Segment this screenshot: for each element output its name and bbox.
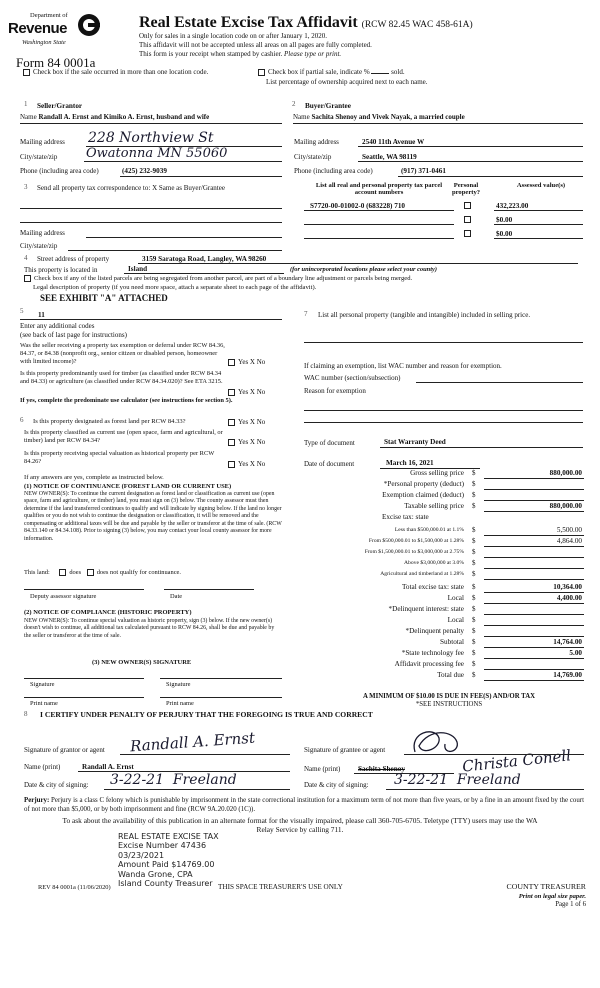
tax-row-label: *Personal property (deduct) (383, 480, 464, 488)
dollar-sign: $ (472, 605, 476, 613)
total-value[interactable]: 4,400.00 (556, 594, 582, 602)
header-line-2: This affidavit will not be accepted unless all areas on all pages are fully completed. (139, 41, 372, 49)
timber-yes-checkbox[interactable] (228, 389, 235, 396)
exhibit-text[interactable]: SEE EXHIBIT "A" ATTACHED (40, 293, 168, 303)
buyer-heading: Buyer/Grantee (305, 102, 351, 110)
header-line-3b: Please type or print. (284, 50, 342, 58)
divider (358, 146, 583, 147)
uninc-note: (for unincorporated locations please select your county) (290, 266, 437, 273)
bracket-row (300, 537, 584, 548)
divider (20, 222, 282, 223)
does-not-label: does not qualify for continuance. (96, 569, 181, 576)
total-row (300, 627, 584, 638)
buyer-phone-value[interactable]: (917) 371-0461 (401, 167, 446, 175)
forest-answer (228, 418, 265, 427)
current-use-answer (228, 438, 265, 447)
exemption-note: If claiming an exemption, list WAC number and reason for exemption. (304, 362, 502, 370)
total-row (300, 616, 584, 627)
bracket-row (300, 548, 584, 559)
stamp-line: REAL ESTATE EXCISE TAX (118, 832, 219, 841)
street-value[interactable]: 3159 Saratoga Road, Langley, WA 98260 (142, 255, 267, 263)
doc-type-label: Type of document (304, 439, 355, 447)
divider (404, 754, 584, 755)
timber-question: Is this property predominantly used for timber (as classified under RCW 84.34 and 84.33) or agriculture (as classified under RCW 84.34.020)? See ETA 3215. (20, 370, 223, 385)
does-label: does (69, 569, 82, 576)
county-value[interactable]: Island (128, 265, 148, 273)
section-6-number: 6 (20, 416, 24, 424)
form-title-ref: (RCW 82.45 WAC 458-61A) (361, 20, 473, 30)
deputy-date-label: Date (170, 593, 183, 600)
doc-date-label: Date of document (304, 460, 355, 468)
partial-percent-field[interactable] (371, 73, 389, 74)
dollar-sign: $ (472, 502, 476, 510)
grantor-name-label: Name (print) (24, 763, 61, 771)
located-label: This property is located in (24, 266, 98, 274)
dollar-sign: $ (472, 548, 476, 556)
seller-name-row (20, 113, 280, 122)
assessed-value[interactable]: 432,223.00 (496, 202, 529, 210)
personal-property-checkbox[interactable] (464, 230, 471, 237)
total-row (300, 671, 584, 682)
grantee-signature[interactable]: Christa Conell (461, 746, 572, 776)
tax-row-label: Taxable selling price (404, 502, 464, 510)
divider (86, 237, 282, 238)
correspondence-row (37, 184, 225, 193)
this-land-label: This land: (24, 569, 50, 576)
deputy-sig-label: Deputy assessor signature (30, 593, 97, 600)
divider (124, 273, 284, 274)
parcel-row (300, 200, 583, 212)
section-8-number: 8 (24, 710, 28, 718)
alternate-format-note: To ask about the availability of this publication in an alternate format for the visually impaired, please call 360-705-6705. Teletype (TTY) users may use the WA Relay Service by calling 711. (62, 816, 538, 835)
stamp-line: Island County Treasurer (118, 879, 213, 889)
dollar-sign: $ (472, 594, 476, 602)
partial-sale-checkbox[interactable] (258, 69, 265, 76)
grantor-name-value[interactable]: Randall A. Ernst (82, 763, 134, 771)
historic-answer (228, 460, 265, 469)
buyer-name-row (293, 113, 583, 122)
divider (160, 678, 282, 679)
total-label: Total excise tax: state (402, 583, 464, 591)
perjury-statement (24, 797, 584, 814)
revision-code: REV 84 0001a (11/06/2020) (38, 884, 111, 891)
header-line-3a: This form is your receipt when stamped by cashier. (139, 50, 283, 58)
correspondence-option[interactable]: X Same as Buyer/Grantee (152, 184, 225, 192)
partial-sold-label: sold. (391, 68, 405, 76)
divider (24, 678, 144, 679)
county-treasurer: COUNTY TREASURER (506, 882, 586, 891)
street-label: Street address of property (37, 255, 110, 263)
notice-2-text: NEW OWNER(S): To continue special valuation as historic property, sign (3) below. If the new owner(s) doesn't wish to continue, all additional tax calculated pursuant to RCW 84.26, shall be due and payable by the seller or transferor at the time of sale. (24, 618, 275, 639)
dollar-sign: $ (472, 627, 476, 635)
stamp-line: Excise Number 47436 (118, 841, 207, 851)
exemption-question: Was the seller receiving a property tax exemption or deferral under RCW 84.36, 84.37, or 84.38 (nonprofit org., senior citizen or disabled person, homeowner with limited income)? (20, 342, 225, 365)
multi-location-check-row (23, 68, 208, 77)
grantee-initials-scribble (405, 722, 465, 762)
partial-sale-label: Check box if partial sale, indicate % (268, 68, 370, 76)
forest-question: Is this property designated as forest land per RCW 84.33? (33, 418, 186, 425)
seller-phone-value[interactable]: (425) 232-9039 (122, 167, 167, 175)
seller-city-label: City/state/zip (20, 153, 58, 161)
header-line-3 (139, 50, 341, 59)
excise-state-heading: Excise tax: state (382, 513, 429, 521)
land-use-code[interactable]: 11 (38, 311, 45, 319)
divider (84, 161, 282, 162)
tax-row (300, 502, 584, 513)
owner-print-label-1: Print name (30, 700, 58, 707)
total-row (300, 638, 584, 649)
multi-location-label: Check box if the sale occurred in more than one location code. (33, 68, 209, 76)
tax-row-label: Gross selling price (410, 469, 464, 477)
dollar-sign: $ (472, 526, 476, 534)
tax-row (300, 480, 584, 491)
section-1-number: 1 (24, 100, 28, 108)
total-label: Local (447, 616, 464, 624)
tax-row-value[interactable]: 880,000.00 (549, 469, 582, 477)
logo-name: Revenue (8, 20, 68, 37)
partial-sale-check-row (258, 68, 405, 77)
bracket-label: From $1,500,000.01 to $3,000,000 at 2.75% (364, 549, 464, 555)
divider (68, 250, 282, 251)
buyer-phone-label: Phone (including area code) (294, 167, 373, 175)
total-row (300, 605, 584, 616)
seller-name-label: Name (20, 113, 37, 121)
bracket-label: Less than $500,000.01 at 1.1% (394, 527, 464, 533)
total-value[interactable]: 14,769.00 (553, 671, 582, 679)
segregated-checkbox[interactable] (24, 275, 31, 282)
dollar-sign: $ (472, 616, 476, 624)
reason-label: Reason for exemption (304, 387, 366, 395)
buyer-city-value[interactable]: Seattle, WA 98119 (362, 153, 417, 161)
seller-name-value[interactable]: Randall A. Ernst and Kimiko A. Ernst, husband and wife (38, 113, 210, 121)
bracket-row (300, 526, 584, 537)
parcel-col-header: List all real and personal property tax parcel account numbers (315, 182, 443, 196)
predominate-note: If yes, complete the predominate use calculator (see instructions for section 5). (20, 397, 233, 404)
exemption-yes-checkbox[interactable] (228, 359, 235, 366)
logo-state: Washington State (22, 39, 66, 46)
dollar-sign: $ (472, 649, 476, 657)
bracket-row (300, 559, 584, 570)
buyer-name-label: Name (293, 113, 310, 121)
header-line-1: Only for sales in a single location code on or after January 1, 2020. (139, 32, 327, 40)
corr-city-label: City/state/zip (20, 242, 58, 250)
legal-desc-label: Legal description of property (if you need more space, attach a separate sheet to each page of the affidavit). (33, 284, 317, 291)
divider (24, 589, 144, 590)
total-row (300, 660, 584, 671)
dollar-sign: $ (472, 583, 476, 591)
notice-1-text: NEW OWNER(S): To continue the current designation as forest land or classification as current use (open space, farm and agriculture, or timber) land, you must sign on (3) below. The county assessor must then determine if the land transferred continues to qualify and will indicate by signing below. If the land no longer qualifies or you do not wish to continue the designation or classification, it will be removed and the compensating or additional taxes will be due and payable by the seller or transferor at the time of sale. (RCW 84.33.140 or 84.34.108). Prior to signing (3) below, you may contact your local county assessor for more information. (24, 491, 282, 542)
total-row (300, 583, 584, 594)
parcel-row (300, 228, 583, 240)
total-row (300, 649, 584, 660)
tax-row (300, 491, 584, 502)
grantee-date-label: Date & city of signing: (304, 781, 369, 789)
grantee-date-value[interactable]: 3-22-21 Freeland (394, 772, 521, 788)
divider (24, 697, 144, 698)
forest-yes-checkbox[interactable] (228, 419, 235, 426)
personal-col-header: Personal property? (451, 182, 481, 196)
does-checkbox[interactable] (59, 569, 66, 576)
logo-dept-line: Department of (30, 12, 68, 19)
buyer-mail-label: Mailing address (294, 138, 339, 146)
add-codes-hint: (see back of last page for instructions) (20, 331, 127, 339)
logo-mark-icon (78, 14, 100, 36)
total-label: Local (447, 594, 464, 602)
owner-print-label-2: Print name (166, 700, 194, 707)
bracket-value[interactable]: 4,864.00 (556, 537, 582, 545)
timber-answer (228, 388, 265, 397)
wac-label: WAC number (section/subsection) (304, 374, 401, 382)
stamp-line: Amount Paid $14769.00 (118, 860, 215, 870)
dor-logo (8, 12, 104, 54)
see-instructions: *SEE INSTRUCTIONS (415, 701, 483, 708)
does-not-checkbox[interactable] (87, 569, 94, 576)
perjury-text: Perjury is a class C felony which is punishable by imprisonment in the state correctional institution for a maximum term of not more than five years, or by a fine in an amount fixed by the court of not more than $5,000, or by both imprisonment and fine (RCW 9A.20.020 (1C)). (24, 797, 584, 813)
tax-row-value[interactable]: 880,000.00 (549, 502, 582, 510)
doc-type-value[interactable]: Stat Warranty Deed (384, 438, 446, 446)
form-title (139, 14, 473, 32)
section-5-number: 5 (20, 307, 24, 315)
total-value[interactable]: 14,764.00 (553, 638, 582, 646)
divider (20, 123, 282, 124)
parcel-number[interactable]: S7720-00-01002-0 (683228) 710 (310, 202, 406, 210)
minimum-note: A MINIMUM OF $10.00 IS DUE IN FEE(S) AND/OR TAX (362, 693, 536, 700)
exemption-answer-text: Yes X No (238, 358, 266, 366)
divider (160, 697, 282, 698)
bracket-label: From $500,000.01 to $1,500,000 at 1.28% (368, 538, 464, 544)
grantee-name-value[interactable]: Sachita Shenoy (358, 765, 405, 773)
grantor-date-label: Date & city of signing: (24, 781, 89, 789)
current-use-question: Is this property classified as current use (open space, farm and agricultural, or timber) land per RCW 84.34? (24, 429, 223, 444)
treasurer-stamp (118, 832, 219, 889)
add-codes-label: Enter any additional codes (20, 322, 95, 330)
total-label: *Delinquent interest: state (388, 605, 464, 613)
divider (138, 263, 578, 264)
segregated-row (24, 275, 584, 283)
divider (164, 589, 254, 590)
certify-statement: I CERTIFY UNDER PENALTY OF PERJURY THAT THE FOREGOING IS TRUE AND CORRECT (40, 710, 373, 719)
bracket-row (300, 570, 584, 581)
total-label: *State technology fee (401, 649, 464, 657)
dollar-sign: $ (472, 638, 476, 646)
section-7-number: 7 (304, 310, 308, 318)
historic-yes-checkbox[interactable] (228, 461, 235, 468)
total-label: Total due (437, 671, 464, 679)
total-label: *Delinquent penalty (405, 627, 464, 635)
seller-phone-label: Phone (including area code) (20, 167, 99, 175)
stamp-line: 03/23/2021 (118, 850, 165, 860)
form-number: Form 84 0001a (16, 55, 96, 70)
total-label: Subtotal (440, 638, 464, 646)
total-value[interactable]: 10,364.00 (553, 583, 582, 591)
dollar-sign: $ (472, 537, 476, 545)
stamp-line: Wanda Grone, CPA (118, 869, 193, 879)
assessed-col-header: Assessed value(s) (516, 182, 566, 189)
grantee-sig-label: Signature of grantee or agent (304, 746, 386, 754)
current-use-answer-text: Yes X No (238, 438, 266, 446)
exemption-answer (228, 358, 265, 367)
divider (120, 176, 282, 177)
tax-row-label: Exemption claimed (deduct) (382, 491, 464, 499)
grantor-sig-label: Signature of grantor or agent (24, 746, 105, 754)
divider (304, 422, 583, 423)
grantor-signature[interactable]: Randall A. Ernst (129, 728, 256, 756)
multi-location-checkbox[interactable] (23, 69, 30, 76)
total-value[interactable]: 5.00 (569, 649, 582, 657)
corr-mail-label: Mailing address (20, 229, 65, 237)
divider (20, 208, 282, 209)
ownership-note: List percentage of ownership acquired next to each name. (266, 78, 428, 86)
historic-answer-text: Yes X No (238, 460, 266, 468)
grantee-name-label: Name (print) (304, 765, 341, 773)
forest-answer-text: Yes X No (238, 418, 266, 426)
parcel-row (300, 214, 583, 226)
owner-sig-label-1: Signature (30, 681, 55, 688)
tax-row (300, 469, 584, 480)
divider (304, 410, 583, 411)
assessed-value[interactable]: $0.00 (496, 230, 513, 238)
continuance-row (24, 569, 181, 577)
bracket-value[interactable]: 5,500.00 (556, 526, 582, 534)
wac-field[interactable] (416, 382, 583, 383)
page-number: Page 1 of 6 (555, 901, 586, 908)
dollar-sign: $ (472, 480, 476, 488)
seller-heading: Seller/Grantor (37, 102, 83, 110)
buyer-city-label: City/state/zip (294, 153, 332, 161)
timber-answer-text: Yes X No (238, 388, 266, 396)
correspondence-label: Send all property tax correspondence to: (37, 184, 151, 192)
divider (104, 789, 290, 790)
form-title-text: Real Estate Excise Tax Affidavit (139, 14, 358, 31)
dollar-sign: $ (472, 559, 476, 567)
section-3-number: 3 (24, 183, 28, 191)
divider (293, 123, 583, 124)
seller-mail-label: Mailing address (20, 138, 65, 146)
bracket-label: Above $3,000,000 at 3.0% (404, 560, 464, 566)
divider (20, 319, 282, 320)
personal-property-checkbox[interactable] (464, 202, 471, 209)
total-label: Affidavit processing fee (394, 660, 464, 668)
segregated-label: Check box if any of the listed parcels are being segregated from another parcel, are part of a boundary line adjustment or parcels being merged. (34, 275, 413, 283)
divider (386, 789, 584, 790)
historic-question: Is this property receiving special valuation as historical property per RCW 84.26? (24, 450, 215, 465)
dollar-sign: $ (472, 660, 476, 668)
buyer-mail-value[interactable]: 2540 11th Avenue W (362, 138, 425, 146)
personal-property-label: List all personal property (tangible and intangible) included in selling price. (318, 311, 531, 319)
divider (358, 161, 583, 162)
grantor-date-value[interactable]: 3-22-21 Freeland (110, 772, 237, 788)
new-owner-sig-heading: (3) NEW OWNER(S) SIGNATURE (92, 659, 192, 666)
section-2-number: 2 (292, 100, 296, 108)
doc-date-value[interactable]: March 16, 2021 (386, 459, 434, 467)
any-yes-note: If any answers are yes, complete as instructed below. (24, 474, 164, 481)
seller-mail-value[interactable]: 228 Northview St (88, 130, 214, 146)
divider (380, 447, 583, 448)
treasurer-use-note: THIS SPACE TREASURER'S USE ONLY (218, 883, 343, 891)
section-4-number: 4 (24, 254, 28, 262)
buyer-name-value[interactable]: Sachita Shenoy and Vivek Nayak, a married couple (311, 113, 465, 121)
dollar-sign: $ (472, 491, 476, 499)
bracket-label: Agricultural and timberland at 1.28% (380, 571, 464, 577)
perjury-label: Perjury: (24, 797, 50, 804)
divider (304, 342, 583, 343)
notice-1-title: (1) NOTICE OF CONTINUANCE (FOREST LAND OR CURRENT USE) (24, 483, 232, 490)
owner-sig-label-2: Signature (166, 681, 191, 688)
personal-property-checkbox[interactable] (464, 216, 471, 223)
divider (120, 754, 290, 755)
dollar-sign: $ (472, 671, 476, 679)
seller-city-value[interactable]: Owatonna MN 55060 (86, 146, 228, 161)
dollar-sign: $ (472, 570, 476, 578)
notice-2-title: (2) NOTICE OF COMPLIANCE (HISTORIC PROPERTY) (24, 609, 192, 616)
divider (398, 176, 583, 177)
current-use-yes-checkbox[interactable] (228, 439, 235, 446)
legal-paper-note: Print on legal size paper. (518, 893, 586, 900)
tax-computation (300, 469, 584, 739)
dollar-sign: $ (472, 469, 476, 477)
assessed-value[interactable]: $0.00 (496, 216, 513, 224)
total-row (300, 594, 584, 605)
